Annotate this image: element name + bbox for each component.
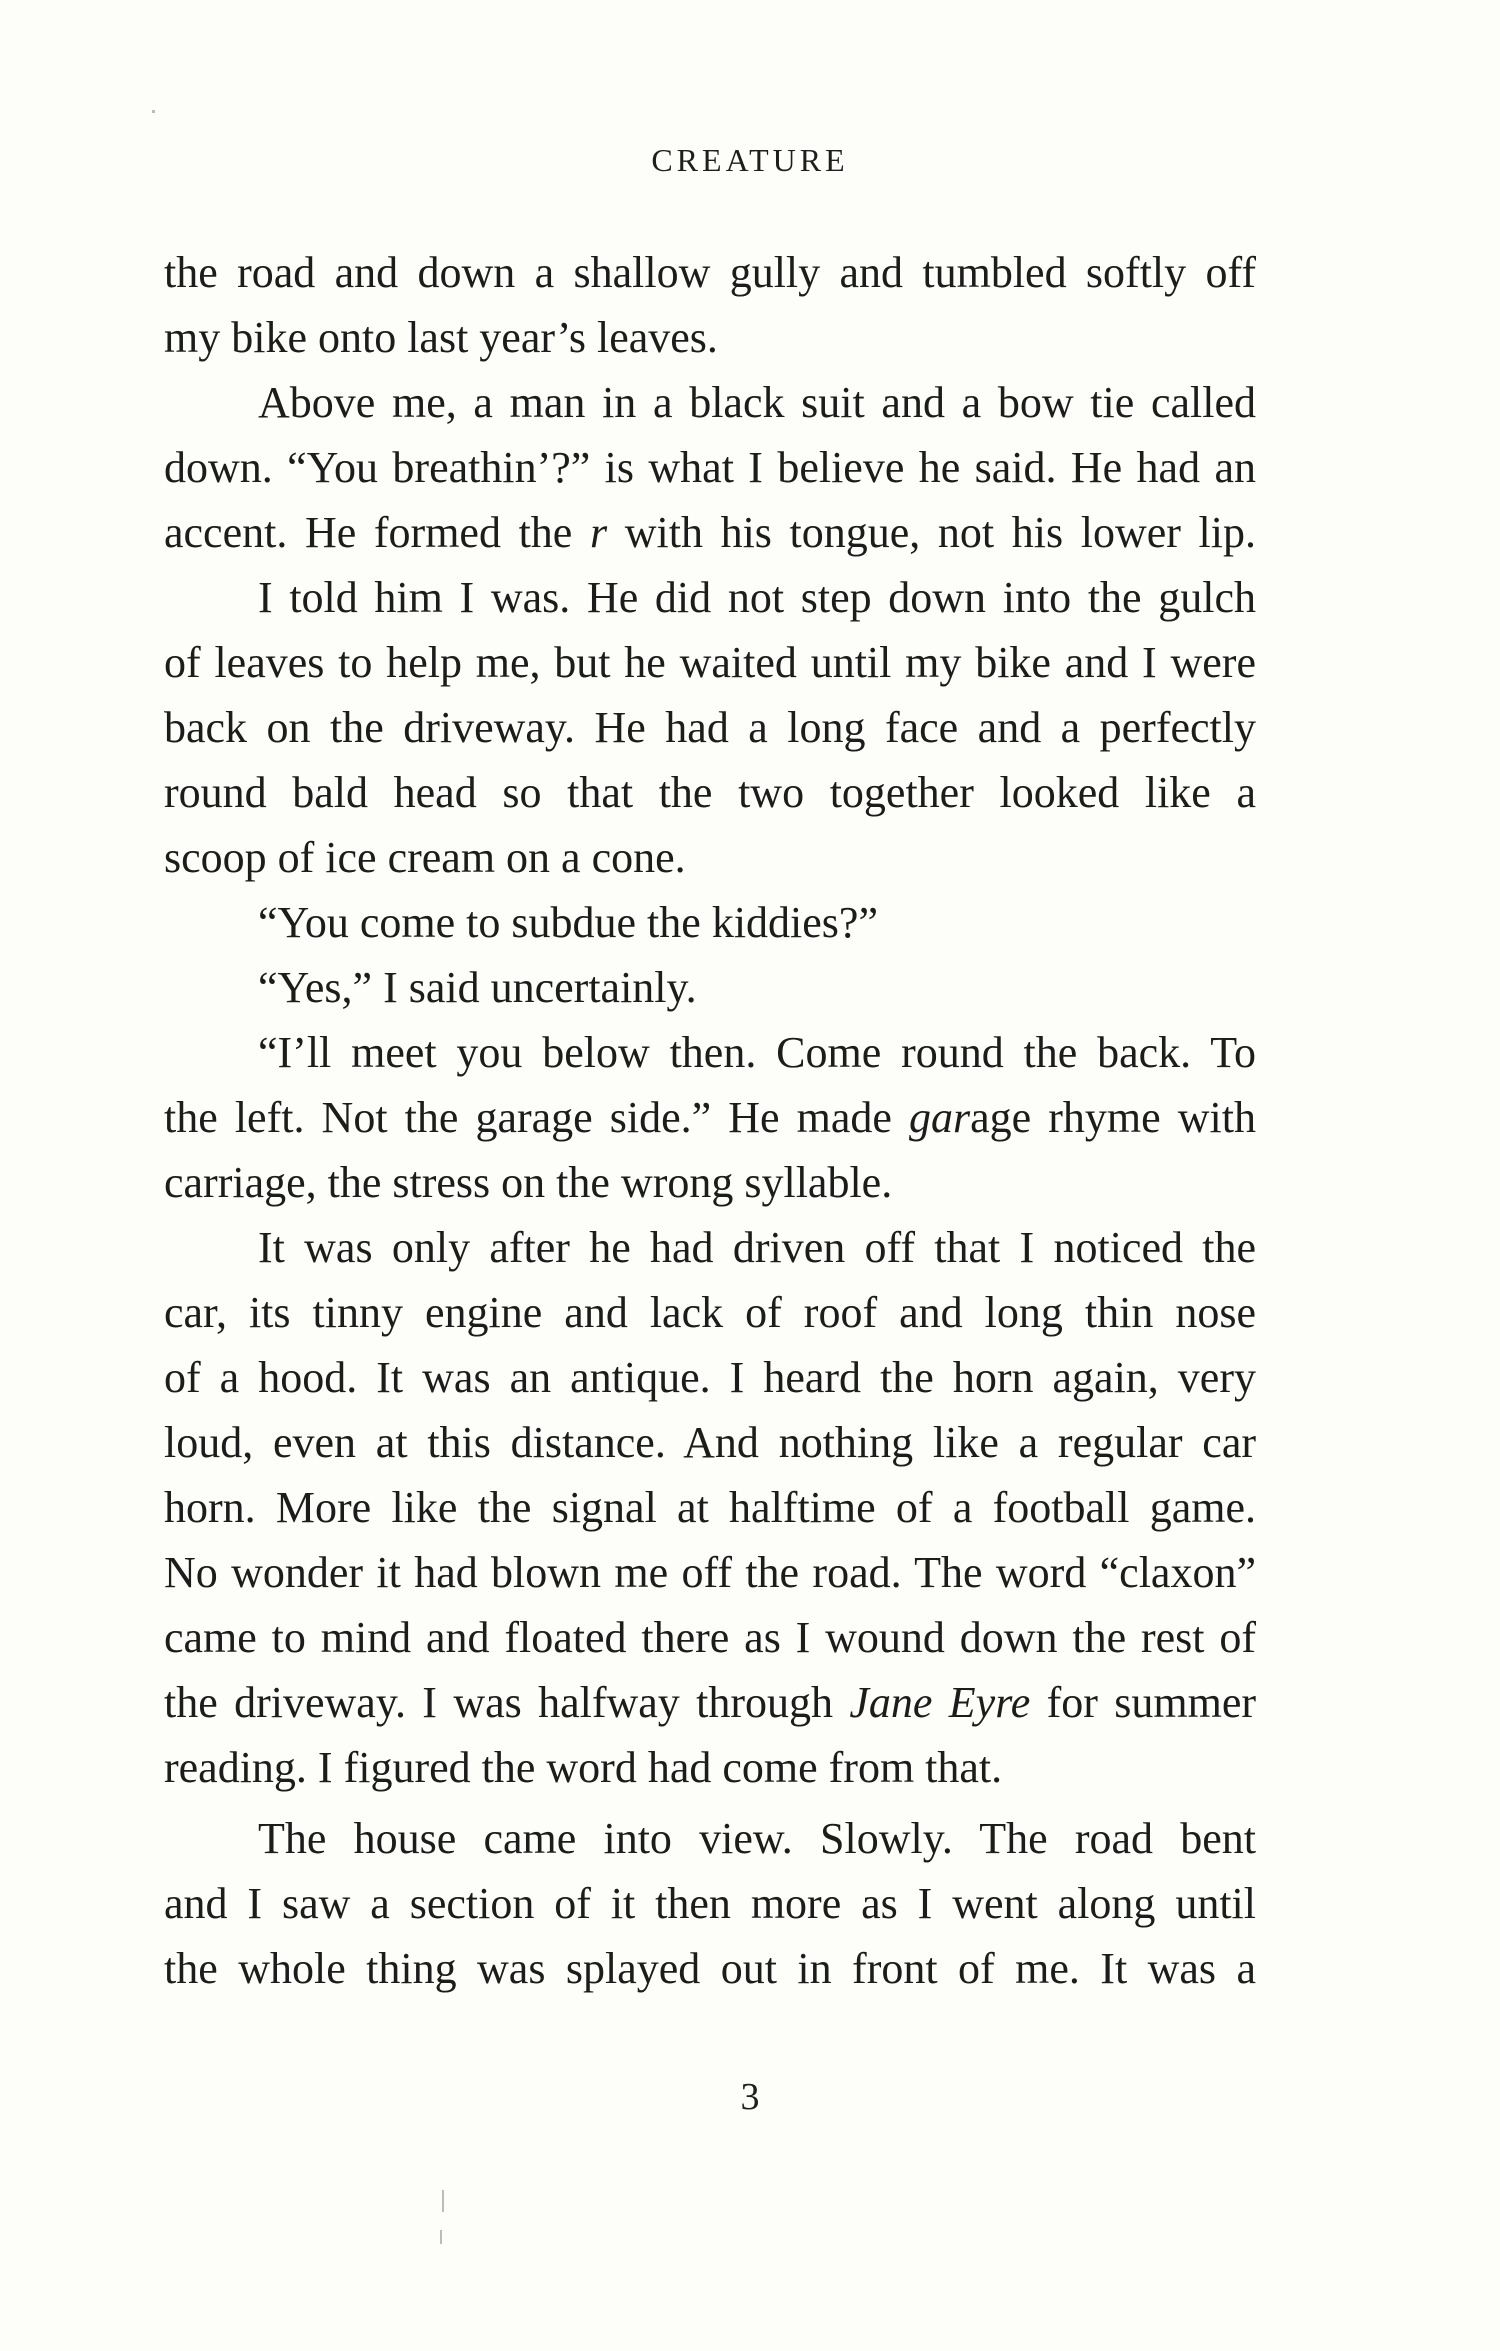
text-line: car, its tinny engine and lack of roof and long thin nose (164, 1288, 1256, 1337)
text-run: the driveway. I was halfway through (164, 1678, 850, 1727)
text-line: reading. I figured the word had come from that. (164, 1743, 1003, 1792)
text-line: “You come to subdue the kiddies?” (258, 898, 878, 947)
scan-mark (442, 2190, 444, 2212)
text-line: of leaves to help me, but he waited until my bike and I were (164, 638, 1256, 687)
text-run: with his tongue, not his lower lip. (607, 508, 1256, 557)
text-line: carriage, the stress on the wrong syllable. (164, 1158, 893, 1207)
text-line: the whole thing was splayed out in front of me. It was a (164, 1944, 1256, 1993)
text-line: loud, even at this distance. And nothing like a regular car (164, 1418, 1256, 1467)
text-line: and I saw a section of it then more as I went along until (164, 1879, 1256, 1928)
italic-letter: r (589, 508, 608, 557)
text-line: scoop of ice cream on a cone. (164, 833, 686, 882)
scan-speck (152, 110, 155, 113)
scan-mark (440, 2230, 442, 2244)
page-number: 3 (740, 2076, 760, 2118)
text-line: No wonder it had blown me off the road. The word “claxon” (164, 1548, 1256, 1597)
text-run: accent. He formed the (164, 508, 590, 557)
text-line: “I’ll meet you below then. Come round the back. To (258, 1028, 1256, 1077)
text-line (164, 500, 1256, 565)
text-line: came to mind and floated there as I wound down the rest of (164, 1613, 1256, 1662)
text-run: the left. Not the garage side.” He made (164, 1093, 910, 1142)
text-line: round bald head so that the two together looked like a (164, 768, 1256, 817)
text-line: I told him I was. He did not step down into the gulch (258, 573, 1256, 622)
text-line: horn. More like the signal at halftime of a football game. (164, 1483, 1256, 1532)
text-line: my bike onto last year’s leaves. (164, 313, 718, 362)
text-line: back on the driveway. He had a long face and a perfectly (164, 703, 1256, 752)
text-line: Above me, a man in a black suit and a bow tie called (258, 378, 1256, 427)
text-line (164, 1670, 1256, 1735)
text-run: for summer (1030, 1678, 1256, 1727)
book-title: Jane Eyre (849, 1678, 1031, 1727)
text-line: of a hood. It was an antique. I heard the horn again, very (164, 1353, 1256, 1402)
text-line: down. “You breathin’?” is what I believe he said. He had an (164, 443, 1256, 492)
running-head: CREATURE (651, 142, 849, 178)
text-line (164, 1085, 1256, 1150)
text-line: The house came into view. Slowly. The road bent (258, 1814, 1256, 1863)
text-line: “Yes,” I said uncertainly. (258, 963, 697, 1012)
text-line: It was only after he had driven off that I noticed the (258, 1223, 1256, 1272)
text-run: age rhyme with (970, 1093, 1256, 1142)
text-line: the road and down a shallow gully and tumbled softly off (164, 248, 1256, 297)
body-text (164, 240, 1256, 2001)
italic-syllable: gar (909, 1093, 971, 1142)
